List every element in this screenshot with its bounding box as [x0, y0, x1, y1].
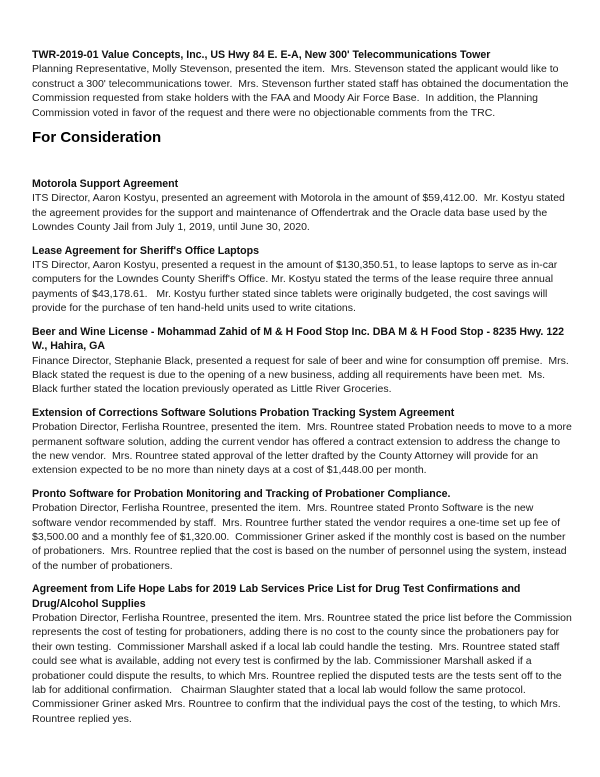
section-pronto-software [32, 487, 572, 573]
for-consideration-heading: For Consideration [32, 129, 162, 147]
section-heading: Extension of Corrections Software Solutions Probation Tracking System Agreement [32, 406, 455, 419]
section-beer-and-wine-license [32, 325, 572, 397]
section-corrections-software-extension [32, 406, 575, 478]
section-body: Finance Director, Stephanie Black, presented a request for sale of beer and wine for consumption off premise. Mrs. Black stated the request is due to the opening of a new business, adding all requirements have been met. Ms. Black further stated the location previously operated as Little River Groceries. [32, 354, 572, 396]
section-body: ITS Director, Aaron Kostyu, presented a request in the amount of $130,350.51, to lease laptops to serve as in-car computers for the Lowndes County Sheriff's Office. Mr. Kostyu stated the terms of the lease require three annual payments of $43,178.61. Mr. Kostyu further stated since tablets were originally budgeted, the cost savings will provide for the purchase of ten hand-held units used to write citations. [32, 259, 561, 315]
section-telecommunications-tower [32, 48, 572, 120]
section-heading: Lease Agreement for Sheriff's Office Laptops [32, 244, 259, 257]
section-body: Planning Representative, Molly Stevenson, presented the item. Mrs. Stevenson stated the applicant would like to construct a 300' telecommunications tower. Mrs. Stevenson further stated staff has obtained the documentation the Commission requested from stake holders with the FAA and Moody Air Force Base. In addition, the Planning Commission voted in favor of the request and there were no objectionable comments from the TRC. [32, 63, 572, 119]
section-lease-agreement-laptops [32, 244, 572, 316]
section-body: Probation Director, Ferlisha Rountree, presented the item. Mrs. Rountree stated Pronto Software is the new software vendor recommended by staff. Mrs. Rountree further stated the vendor requires a one-time set up fee of $3,500.00 and a monthly fee of $1,320.00. Commissioner Griner asked if the monthly cost is based on the number of probationers. Mrs. Rountree replied that the cost is based on the number of personnel using the system, instead of the number of probationers. [32, 502, 570, 572]
section-body: Probation Director, Ferlisha Rountree, presented the item. Mrs. Rountree stated Probation needs to move to a more permanent software solution, adding the current vendor has offered a contract extension to address the change to the new vendor. Mrs. Rountree stated approval of the letter drafted by the County Attorney will provide for an extension expected to be no more than ninety days at a cost of $1,448.00 per month. [32, 421, 575, 477]
section-heading: Motorola Support Agreement [32, 178, 179, 191]
section-motorola-support-agreement [32, 177, 572, 235]
section-heading: Pronto Software for Probation Monitoring and Tracking of Probationer Compliance. [32, 487, 451, 500]
section-heading: Beer and Wine License - Mohammad Zahid of M & H Food Stop Inc. DBA M & H Food Stop - 8235 Hwy. 122 W., Hahira, GA [32, 325, 567, 353]
section-life-hope-labs-agreement [32, 582, 575, 726]
section-heading: Agreement from Life Hope Labs for 2019 Lab Services Price List for Drug Test Confirmations and Drug/Alcohol Supplies [32, 583, 524, 610]
section-body: Probation Director, Ferlisha Rountree, presented the item. Mrs. Rountree stated the price list before the Commission represents the cost of testing for probationers, adding there is no cost to the county since the probationers pay for their own testing. Commissioner Marshall asked if a local lab could handle the testing. Mrs. Rountree stated staff could see what is available, adding not every test is confirmed by the lab. Commissioner Marshall asked if a probationer could dispute the results, to which Mrs. Rountree replied the disputed tests are the tests sent off to the lab for additional confirmation. Chairman Slaughter stated that a local lab would follow the same protocol. Commissioner Griner asked Mrs. Rountree to confirm that the individual pays the cost of the testing, to which Mrs. Rountree replied yes. [32, 612, 575, 725]
section-body: ITS Director, Aaron Kostyu, presented an agreement with Motorola in the amount of $59,412.00. Mr. Kostyu stated the agreement provides for the support and maintenance of Offendertrak and the Oracle data base used by the Lowndes County Jail from July 1, 2019, until June 30, 2020. [32, 192, 568, 234]
section-heading: TWR-2019-01 Value Concepts, Inc., US Hwy 84 E. E-A, New 300' Telecommunications Tower [32, 49, 491, 61]
